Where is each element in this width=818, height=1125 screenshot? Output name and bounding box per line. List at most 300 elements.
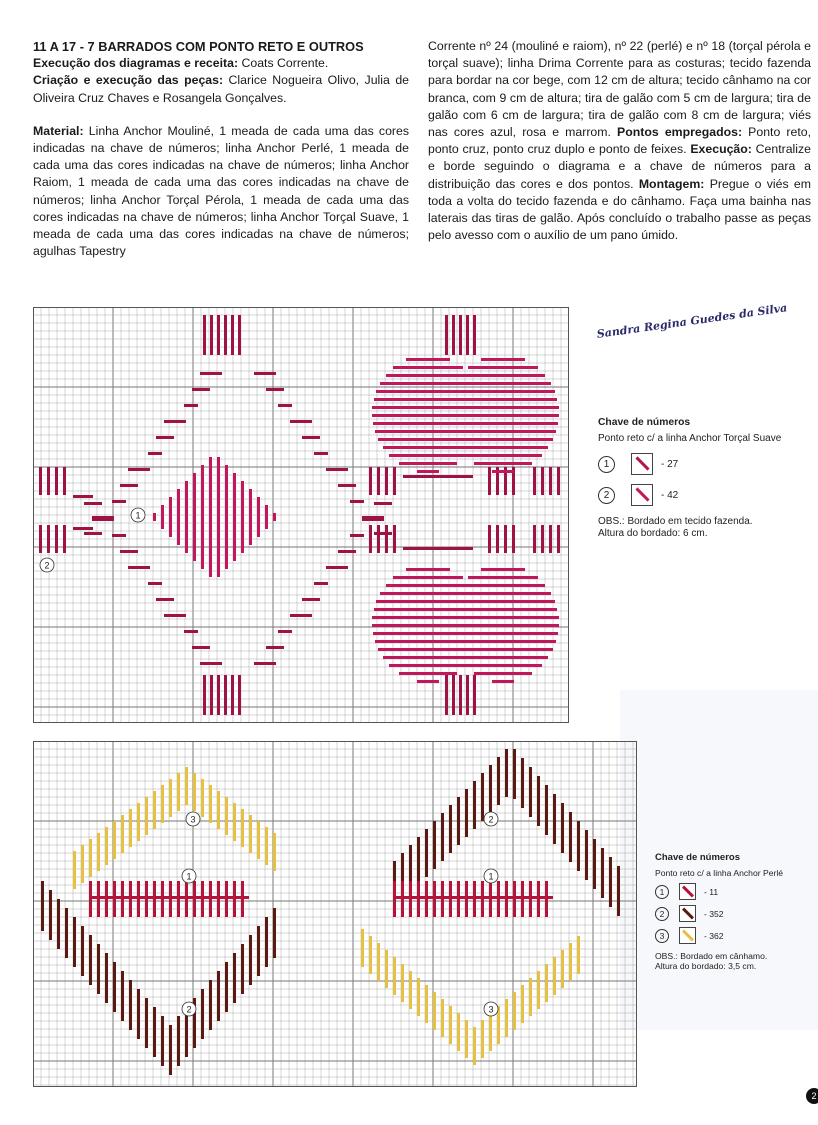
stitch	[97, 944, 100, 994]
stitch	[326, 566, 348, 569]
stitch	[217, 791, 220, 829]
stitch	[302, 436, 320, 439]
stitch	[338, 550, 356, 553]
stitch	[177, 489, 180, 545]
stitch	[41, 881, 44, 931]
stitch	[254, 372, 276, 375]
number-badge-label: 3	[488, 1004, 494, 1015]
key-1-row	[598, 484, 813, 506]
stitch	[209, 980, 212, 1030]
stitch	[451, 390, 555, 393]
stitch	[73, 495, 93, 498]
stitch	[369, 936, 372, 974]
stitch	[201, 779, 204, 817]
stitch	[112, 500, 126, 503]
number-badge-label: 2	[186, 1004, 192, 1015]
stitch	[453, 438, 553, 441]
stitch	[84, 532, 102, 535]
stitch	[121, 815, 124, 853]
stitch	[393, 366, 463, 369]
stitch	[489, 1013, 492, 1051]
stitch	[521, 758, 524, 808]
stitch	[217, 457, 220, 577]
stitch	[617, 866, 620, 916]
stitch	[200, 372, 222, 375]
key-2-height: Altura do bordado: 3,5 cm.	[655, 961, 757, 971]
stitch	[273, 513, 276, 521]
stitch	[553, 794, 556, 844]
stitch	[257, 497, 260, 537]
stitch	[209, 785, 212, 823]
stitch	[449, 1006, 452, 1044]
right-column	[428, 38, 811, 244]
stitch	[386, 584, 470, 587]
stitch	[473, 315, 476, 355]
thread-code: - 42	[661, 489, 679, 501]
stitch	[241, 944, 244, 994]
key-2-subtitle: Ponto reto c/ a linha Anchor Perlé	[655, 868, 784, 878]
stitch	[169, 1025, 172, 1075]
stitch	[447, 406, 559, 409]
stitch	[465, 1020, 468, 1058]
stitch	[455, 382, 551, 385]
key-number-badge: 3	[655, 929, 669, 943]
stitch	[203, 675, 206, 715]
stitch	[473, 781, 476, 829]
stitch	[73, 851, 76, 889]
stitch	[137, 803, 140, 841]
stitch	[459, 675, 462, 715]
stitch	[441, 813, 444, 861]
stitch	[593, 839, 596, 889]
creation-credit-label: Criação e execução das peças:	[33, 73, 224, 88]
stitch	[377, 467, 380, 495]
stitch	[266, 646, 284, 649]
stitch	[369, 525, 372, 553]
stitch	[225, 962, 228, 1012]
stitch	[453, 648, 553, 651]
execucao-value: Centralize e borde seguindo o diagrama e a chave de números para a distribuição das cores e dos pontos.	[428, 142, 811, 191]
key-1-title: Chave de números	[598, 417, 691, 428]
stitch	[458, 446, 548, 449]
thread-swatch-icon	[679, 905, 696, 922]
stitch	[533, 467, 536, 495]
stitch	[399, 672, 457, 675]
stitch	[210, 315, 213, 355]
stitch	[241, 481, 244, 553]
stitch	[314, 582, 328, 585]
thread-swatch-icon	[631, 453, 653, 475]
stitch	[450, 430, 556, 433]
key-number-badge: 1	[655, 885, 669, 899]
key-2-row	[655, 927, 815, 944]
stitch	[137, 989, 140, 1039]
execution-credit	[33, 55, 409, 72]
stitch	[403, 475, 473, 478]
stitch	[249, 935, 252, 985]
number-badge-label: 2	[44, 560, 50, 571]
stitch	[481, 773, 484, 821]
stitch	[257, 926, 260, 976]
stitch	[161, 785, 164, 823]
stitch	[266, 388, 284, 391]
stitch	[39, 525, 42, 553]
stitch	[89, 896, 249, 899]
material-label: Material:	[33, 123, 84, 138]
key-2-title: Chave de números	[655, 852, 740, 863]
thread-code: - 11	[704, 886, 719, 897]
stitch	[561, 950, 564, 988]
stitch	[164, 614, 186, 617]
stitch-icon	[682, 929, 694, 941]
stitch	[447, 414, 559, 417]
stitch	[73, 527, 93, 530]
stitch	[314, 452, 328, 455]
stitch	[47, 525, 50, 553]
stitch	[63, 467, 66, 495]
stitch	[164, 420, 186, 423]
stitch	[200, 662, 222, 665]
designer-signature: Sandra Regina Guedes da Silva	[596, 301, 789, 341]
stitch	[374, 502, 392, 505]
thread-swatch-icon	[631, 484, 653, 506]
stitch	[488, 525, 491, 553]
stitch	[461, 374, 545, 377]
key-number-badge: 2	[655, 907, 669, 921]
stitch	[468, 366, 538, 369]
key-1-height: Altura do bordado: 6 cm.	[598, 528, 708, 539]
stitch	[217, 971, 220, 1021]
pontos-label: Pontos empregados:	[617, 125, 743, 140]
thread-code: - 362	[704, 930, 724, 941]
stitch	[184, 404, 198, 407]
stitch	[201, 989, 204, 1039]
stitch	[452, 675, 455, 715]
stitch	[350, 534, 364, 537]
stitch	[529, 978, 532, 1016]
article-heading: 11 A 17 - 7 BARRADOS COM PONTO RETO E OUTROS	[33, 39, 364, 54]
stitch	[121, 971, 124, 1021]
stitch	[120, 550, 138, 553]
stitch	[231, 315, 234, 355]
stitch	[513, 992, 516, 1030]
stitch	[541, 467, 544, 495]
number-key-1	[598, 417, 813, 540]
stitch	[350, 500, 364, 503]
stitch	[148, 452, 162, 455]
stitch	[609, 857, 612, 907]
stitch	[185, 481, 188, 553]
stitch	[369, 467, 372, 495]
stitch	[449, 805, 452, 853]
stitch	[92, 518, 114, 521]
thread-swatch-icon	[679, 883, 696, 900]
stitch	[169, 779, 172, 817]
stitch	[192, 388, 210, 391]
stitch	[105, 827, 108, 865]
thread-code: - 352	[704, 908, 724, 919]
stitch	[433, 821, 436, 869]
stitch	[225, 465, 228, 569]
stitch	[73, 917, 76, 967]
stitch	[193, 473, 196, 561]
stitch	[492, 680, 514, 683]
thread-code: - 27	[661, 458, 679, 470]
stitch	[225, 797, 228, 835]
number-key-2	[655, 852, 815, 971]
stitch	[569, 812, 572, 862]
stitch	[145, 998, 148, 1048]
stitch	[537, 971, 540, 1009]
stitch	[105, 953, 108, 1003]
stitch	[203, 315, 206, 355]
stitch	[445, 315, 448, 355]
stitch	[521, 985, 524, 1023]
stitch	[401, 964, 404, 1002]
stitch	[513, 749, 516, 799]
stitch	[238, 315, 241, 355]
stitch	[89, 839, 92, 877]
stitch	[505, 999, 508, 1037]
stitch	[129, 980, 132, 1030]
stitch	[458, 656, 548, 659]
stitch	[290, 614, 312, 617]
stitch	[385, 467, 388, 495]
page-number: 2	[806, 1088, 818, 1104]
stitch	[417, 978, 420, 1016]
stitch	[389, 664, 467, 667]
stitch	[385, 950, 388, 988]
diagram-1-grid	[33, 307, 569, 723]
stitch	[533, 525, 536, 553]
stitch	[217, 675, 220, 715]
key-2-obs: OBS.: Bordado em cânhamo.	[655, 951, 768, 961]
stitch	[224, 675, 227, 715]
stitch	[457, 1013, 460, 1051]
stitch	[161, 505, 164, 529]
montagem-value: Pregue o viés em toda a volta do tecido fazenda e do cânhamo. Faça uma bainha nas laterais das tiras de galão. Após concluído o trabalho passe as peças pelo avesso com o auxílio de um pano úmido.	[428, 176, 811, 243]
stitch	[393, 576, 463, 579]
material-value: Linha Anchor Mouliné, 1 meada de cada uma das cores indicadas na chave de números; linha Anchor Perlé, 1 meada de cada uma das cores indicadas na chave de números; linha Anchor Raiom, 1 meada de cada uma das cores indicadas na chave de números; linha Anchor Torçal Pérola, 1 meada de cada uma das cores indicadas na chave de números; linha Anchor Torçal Suave, 1 meada de cada uma das cores indicadas na chave de números; agulhas Tapestry	[33, 123, 409, 259]
stitch	[156, 436, 174, 439]
stitch	[468, 576, 538, 579]
stitch	[386, 374, 470, 377]
number-badge-label: 1	[186, 871, 192, 882]
stitch	[448, 632, 558, 635]
stitch	[474, 672, 532, 675]
stitch	[481, 568, 525, 571]
stitch	[265, 827, 268, 865]
stitch	[529, 767, 532, 817]
stitch	[377, 943, 380, 981]
stitch	[452, 315, 455, 355]
number-badge-label: 1	[488, 871, 494, 882]
stitch	[153, 791, 156, 829]
stitch	[233, 473, 236, 561]
stitch	[209, 457, 212, 577]
key-1-subtitle: Ponto reto c/ a linha Anchor Torçal Suave	[598, 433, 782, 444]
stitch	[385, 525, 388, 553]
diagram-2-grid	[33, 741, 637, 1087]
stitch	[425, 985, 428, 1023]
stitch	[577, 936, 580, 974]
stitch	[39, 467, 42, 495]
stitch	[545, 785, 548, 835]
left-column	[33, 38, 409, 260]
stitch	[273, 908, 276, 958]
key-1-notes	[598, 516, 813, 540]
stitch	[129, 809, 132, 847]
stitch	[393, 957, 396, 995]
stitch	[481, 1020, 484, 1058]
key-1-obs: OBS.: Bordado em tecido fazenda.	[598, 516, 753, 527]
stitch	[55, 467, 58, 495]
stitch	[455, 592, 551, 595]
stitch	[161, 1016, 164, 1066]
stitch	[389, 454, 467, 457]
stitch	[549, 525, 552, 553]
stitch	[338, 484, 356, 487]
stitch	[241, 809, 244, 847]
stitch	[425, 829, 428, 877]
stitch	[461, 584, 545, 587]
number-badge-label: 2	[488, 814, 494, 825]
stitch	[278, 630, 292, 633]
stitch	[374, 532, 392, 535]
stitch	[290, 420, 312, 423]
stitch-icon	[635, 487, 649, 501]
stitch	[585, 830, 588, 880]
stitch	[557, 525, 560, 553]
stitch	[201, 465, 204, 569]
stitch	[302, 598, 320, 601]
stitch	[81, 926, 84, 976]
stitch	[265, 505, 268, 529]
stitch	[257, 821, 260, 859]
stitch	[541, 525, 544, 553]
stitch	[489, 765, 492, 813]
stitch	[449, 398, 557, 401]
stitch	[545, 964, 548, 1002]
stitch	[512, 525, 515, 553]
stitch	[409, 971, 412, 1009]
stitch	[49, 890, 52, 940]
stitch	[210, 675, 213, 715]
stitch	[177, 1016, 180, 1066]
stitch	[81, 845, 84, 883]
stitch	[393, 896, 553, 899]
stitch	[377, 525, 380, 553]
stitch	[89, 935, 92, 985]
stitch	[57, 899, 60, 949]
stitch	[561, 803, 564, 853]
material-paragraph	[33, 123, 409, 261]
stitch	[238, 675, 241, 715]
stitch	[97, 833, 100, 871]
stitch	[63, 525, 66, 553]
stitch	[569, 943, 572, 981]
key-2-notes	[655, 951, 815, 971]
stitch	[417, 470, 439, 473]
stitch	[361, 929, 364, 967]
stitch	[120, 484, 138, 487]
stitch	[464, 454, 542, 457]
stitch	[217, 315, 220, 355]
stitch	[113, 962, 116, 1012]
key-number-badge: 2	[598, 487, 615, 504]
stitch	[128, 566, 150, 569]
stitch	[177, 773, 180, 811]
materials-continued: Corrente nº 24 (mouliné e raiom), nº 22 (perlé) e nº 18 (torçal pérola e torçal suave); linha Drima Corrente para as costuras; tecido fazenda para bordar na cor bege, com 12 cm de altura; tecido cânhamo na cor branca, com 9 cm de altura; tira de galão com 5 cm de largura; tira de galão com 6 cm de largura; tira de galão com 8 cm de largura; viés nas cores azul, rosa e marrom.	[428, 39, 811, 140]
stitch	[273, 833, 276, 871]
stitch	[184, 630, 198, 633]
stitch	[362, 518, 384, 521]
stitch	[254, 662, 276, 665]
stitch	[233, 953, 236, 1003]
stitch	[465, 789, 468, 837]
stitch	[450, 640, 556, 643]
stitch	[433, 992, 436, 1030]
stitch	[399, 462, 457, 465]
montagem-label: Montagem:	[638, 176, 705, 191]
stitch	[488, 467, 491, 495]
stitch	[474, 462, 532, 465]
stitch	[441, 999, 444, 1037]
stitch	[406, 568, 450, 571]
key-2-row	[655, 905, 815, 922]
stitch	[153, 1007, 156, 1057]
key-number-badge: 1	[598, 456, 615, 473]
stitch	[403, 547, 473, 550]
stitch	[417, 837, 420, 885]
stitch	[601, 848, 604, 898]
stitch-icon	[682, 885, 694, 897]
stitch	[278, 404, 292, 407]
stitch	[557, 467, 560, 495]
stitch-icon	[635, 456, 649, 470]
stitch	[393, 525, 396, 553]
stitch	[231, 675, 234, 715]
stitch	[249, 489, 252, 545]
key-2-row	[655, 883, 815, 900]
stitch	[417, 680, 439, 683]
stitch	[326, 468, 348, 471]
stitch	[492, 470, 514, 473]
stitch	[148, 582, 162, 585]
stitch	[113, 821, 116, 859]
key-1-row	[598, 453, 813, 475]
stitch	[65, 908, 68, 958]
stitch	[84, 502, 102, 505]
stitch	[505, 749, 508, 797]
stitch	[192, 646, 210, 649]
stitch	[145, 797, 148, 835]
execution-credit-value: Coats Corrente.	[238, 56, 329, 71]
stitch	[169, 497, 172, 537]
stitch	[128, 468, 150, 471]
pontos-value: Ponto reto, ponto cruz, ponto cruz duplo e ponto de feixes.	[428, 125, 811, 157]
stitch	[504, 525, 507, 553]
instructions-paragraph	[428, 38, 811, 244]
stitch	[459, 315, 462, 355]
stitch	[473, 1027, 476, 1065]
stitch	[549, 467, 552, 495]
stitch	[448, 422, 558, 425]
stitch	[466, 315, 469, 355]
stitch	[553, 957, 556, 995]
stitch	[265, 917, 268, 967]
stitch	[537, 776, 540, 826]
